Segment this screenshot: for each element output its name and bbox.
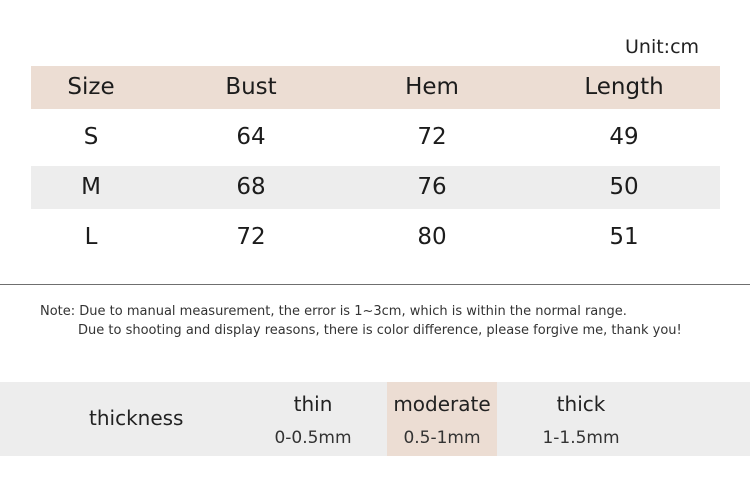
thickness-option-name: moderate [393,392,491,416]
cell-length: 51 [609,224,639,250]
cell-size: M [81,174,101,200]
table-row [31,116,720,159]
thickness-option-range: 1-1.5mm [542,428,620,448]
table-row [31,166,720,209]
thickness-label: thickness [89,406,184,430]
measurement-note [40,302,682,340]
header-hem: Hem [405,74,459,100]
header-length: Length [584,74,664,100]
cell-hem: 72 [417,124,447,150]
thickness-option-name: thick [556,392,606,416]
cell-length: 49 [609,124,639,150]
table-row [31,216,720,259]
cell-bust: 68 [236,174,266,200]
thickness-option-range: 0.5-1mm [403,428,481,448]
thickness-option-moderate [387,382,497,456]
unit-label: Unit:cm [625,36,700,58]
section-divider [0,284,750,285]
header-bust: Bust [225,74,277,100]
thickness-option-thick [526,382,636,456]
size-table [31,66,720,266]
cell-hem: 80 [417,224,447,250]
cell-size: S [83,124,99,150]
cell-bust: 72 [236,224,266,250]
thickness-option-name: thin [293,392,333,416]
note-line-2: Due to shooting and display reasons, there is color difference, please forgive me, thank you! [78,323,682,338]
thickness-option-range: 0-0.5mm [274,428,352,448]
cell-bust: 64 [236,124,266,150]
thickness-option-thin [258,382,368,456]
cell-length: 50 [609,174,639,200]
table-header-row [31,66,720,109]
thickness-band [0,382,750,456]
cell-hem: 76 [417,174,447,200]
cell-size: L [84,224,98,250]
header-size: Size [67,74,115,100]
note-line-1: Note: Due to manual measurement, the error is 1~3cm, which is within the normal range. [40,304,627,319]
